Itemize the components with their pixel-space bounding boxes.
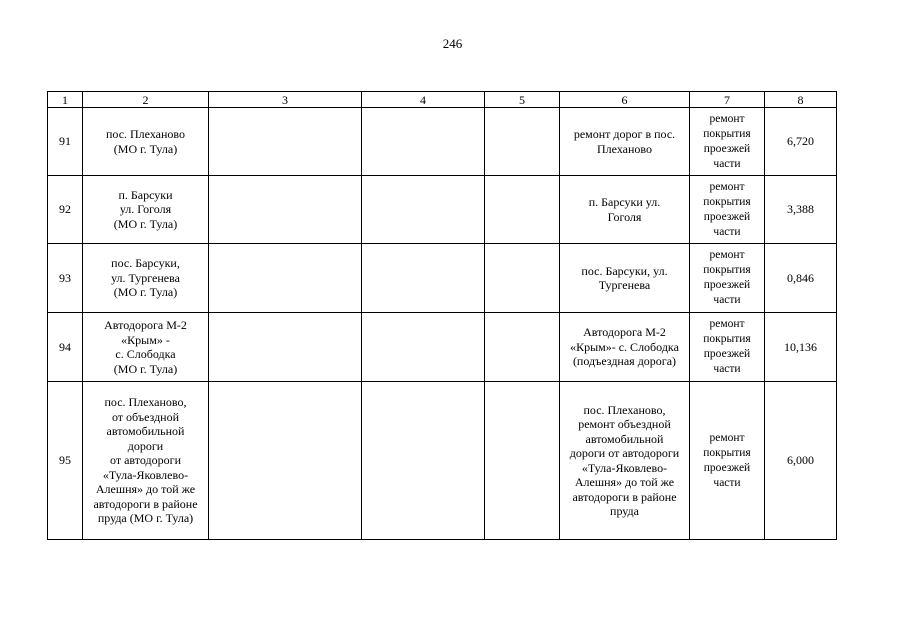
header-cell-5: 5 [485,92,560,108]
object-cell: ремонт дорог в пос. Плеханово [560,108,690,176]
work-type-cell: ремонт покрытия проезжей части [690,313,765,382]
header-cell-1: 1 [48,92,83,108]
col5-cell [485,176,560,244]
col4-cell [362,313,485,382]
object-cell: пос. Барсуки, ул. Тургенева [560,244,690,313]
table-row [48,313,837,382]
locality-cell: п. Барсуки ул. Гоголя (МО г. Тула) [83,176,209,244]
col3-cell [209,108,362,176]
col4-cell [362,108,485,176]
object-cell: пос. Плеханово, ремонт объездной автомобильной дороги от автодороги «Тула-Яковлево- Алешня» до той же автодороги в районе пруда [560,382,690,540]
value-cell: 6,720 [765,108,837,176]
work-type-cell: ремонт покрытия проезжей части [690,382,765,540]
col4-cell [362,176,485,244]
value-cell: 6,000 [765,382,837,540]
row-number: 93 [48,244,83,313]
table-row [48,108,837,176]
object-cell: Автодорога М-2 «Крым»- с. Слободка (подъездная дорога) [560,313,690,382]
col3-cell [209,244,362,313]
row-number: 95 [48,382,83,540]
col4-cell [362,382,485,540]
page-number: 246 [442,36,463,51]
header-cell-7: 7 [690,92,765,108]
value-cell: 3,388 [765,176,837,244]
row-number: 92 [48,176,83,244]
header-cell-3: 3 [209,92,362,108]
locality-cell: пос. Барсуки, ул. Тургенева (МО г. Тула) [83,244,209,313]
value-cell: 10,136 [765,313,837,382]
locality-cell: Автодорога М-2 «Крым» - с. Слободка (МО г. Тула) [83,313,209,382]
col5-cell [485,313,560,382]
work-type-cell: ремонт покрытия проезжей части [690,108,765,176]
header-cell-2: 2 [83,92,209,108]
locality-cell: пос. Плеханово, от объездной автомобильной дороги от автодороги «Тула-Яковлево- Алешня» до той же автодороги в районе пруда (МО г. Тула) [83,382,209,540]
road-repair-table [47,91,837,540]
col3-cell [209,313,362,382]
col5-cell [485,244,560,313]
row-number: 91 [48,108,83,176]
header-cell-4: 4 [362,92,485,108]
header-cell-6: 6 [560,92,690,108]
locality-cell: пос. Плеханово (МО г. Тула) [83,108,209,176]
col4-cell [362,244,485,313]
header-cell-8: 8 [765,92,837,108]
value-cell: 0,846 [765,244,837,313]
table-row [48,382,837,540]
header-row [48,92,837,108]
row-number: 94 [48,313,83,382]
col3-cell [209,176,362,244]
col5-cell [485,108,560,176]
col5-cell [485,382,560,540]
object-cell: п. Барсуки ул. Гоголя [560,176,690,244]
table-row [48,244,837,313]
work-type-cell: ремонт покрытия проезжей части [690,176,765,244]
table-row [48,176,837,244]
col3-cell [209,382,362,540]
work-type-cell: ремонт покрытия проезжей части [690,244,765,313]
